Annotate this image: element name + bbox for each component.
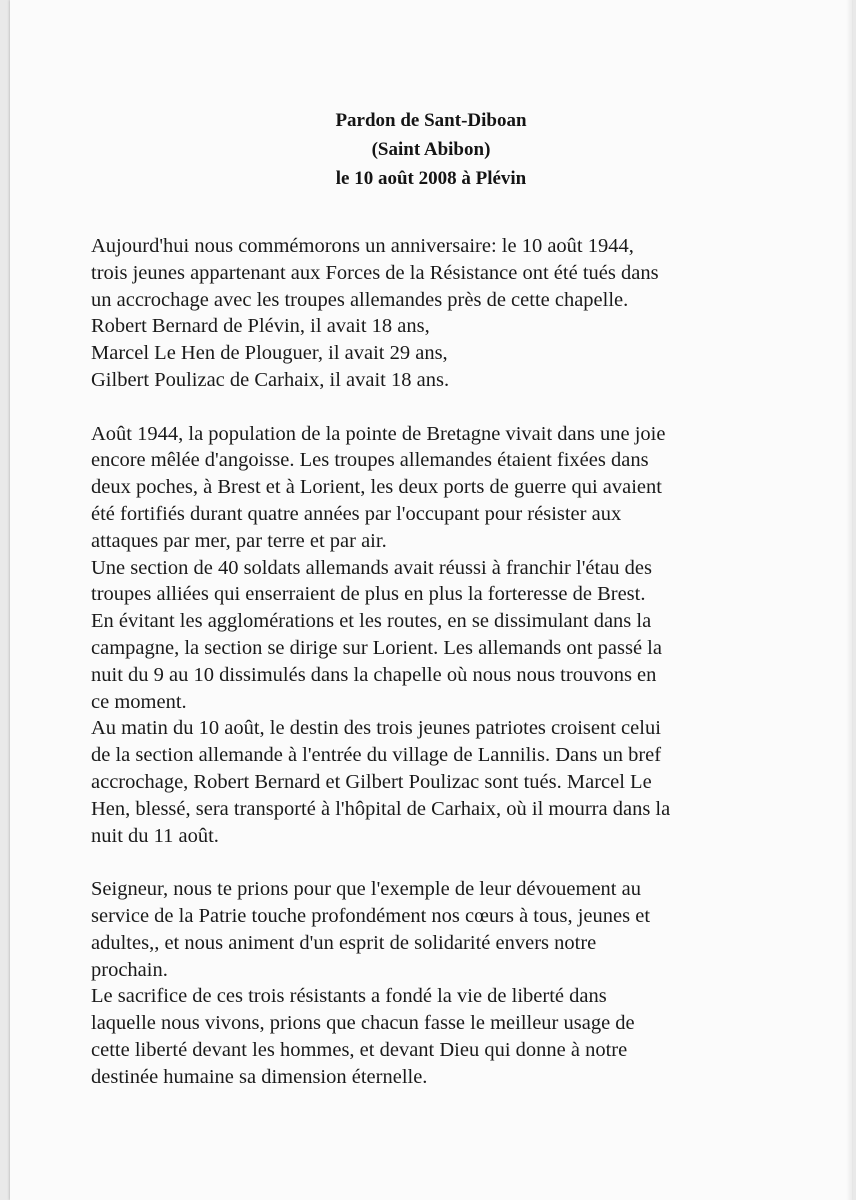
text-line: ce moment. [91,690,187,713]
text-line: Aujourd'hui nous commémorons un anniversaire: le 10 août 1944, [91,235,634,257]
text-line: Gilbert Poulizac de Carhaix, il avait 18 ans. [91,368,450,391]
text-line: Au matin du 10 août, le destin des trois jeunes patriotes croisent celui [91,717,661,740]
text-line: Seigneur, nous te prions pour que l'exemple de leur dévouement au [91,878,641,901]
text-line: un accrochage avec les troupes allemandes près de cette chapelle. [91,288,629,311]
text-line: attaques par mer, par terre et par air. [91,529,387,552]
text-line: cette liberté devant les hommes, et devant Dieu qui donne à notre [91,1038,628,1061]
text-line: accrochage, Robert Bernard et Gilbert Poulizac sont tués. Marcel Le [91,770,652,793]
text-line: nuit du 9 au 10 dissimulés dans la chapelle où nous nous trouvons en [91,663,657,686]
text-line: Une section de 40 soldats allemands avait réussi à franchir l'étau des [91,556,652,579]
paragraph [91,421,751,850]
text-line: Marcel Le Hen de Plouguer, il avait 29 ans, [91,342,448,365]
text-line: destinée humaine sa dimension éternelle. [91,1065,428,1088]
document-header [10,106,852,193]
document-subtitle: (Saint Abibon) [371,139,491,160]
text-line: nuit du 11 août. [91,824,219,847]
text-line: campagne, la section se dirige sur Lorient. Les allemands ont passé la [91,636,662,659]
page-edge-shadow [846,0,852,1200]
text-line: Août 1944, la population de la pointe de Bretagne vivait dans une joie [91,422,666,445]
document-title: Pardon de Sant-Diboan [335,110,527,131]
document-page [10,0,852,1200]
text-line: deux poches, à Brest et à Lorient, les deux ports de guerre qui avaient [91,476,662,499]
text-line: laquelle nous vivons, prions que chacun fasse le meilleur usage de [91,1012,635,1035]
text-line: troupes alliées qui enserraient de plus en plus la forteresse de Brest. [91,583,646,606]
document-body [91,233,751,1117]
paragraph [91,876,751,1090]
text-line: En évitant les agglomérations et les routes, en se dissimulant dans la [91,610,652,633]
text-line: service de la Patrie touche profondément nos cœurs à tous, jeunes et [91,904,651,927]
text-line: encore mêlée d'angoisse. Les troupes allemandes étaient fixées dans [91,449,649,472]
text-line: Robert Bernard de Plévin, il avait 18 ans, [91,315,430,338]
text-line: Le sacrifice de ces trois résistants a fondé la vie de liberté dans [91,985,607,1008]
text-line: de la section allemande à l'entrée du village de Lannilis. Dans un bref [91,744,662,767]
text-line: prochain. [91,958,168,981]
text-line: Hen, blessé, sera transporté à l'hôpital de Carhaix, où il mourra dans la [91,797,671,820]
document-date-place: le 10 août 2008 à Plévin [335,168,527,189]
paragraph [91,233,751,394]
text-line: trois jeunes appartenant aux Forces de la Résistance ont été tués dans [91,261,659,284]
text-line: été fortifiés durant quatre années par l'occupant pour résister aux [91,502,622,525]
text-line: adultes,, et nous animent d'un esprit de solidarité envers notre [91,931,597,954]
